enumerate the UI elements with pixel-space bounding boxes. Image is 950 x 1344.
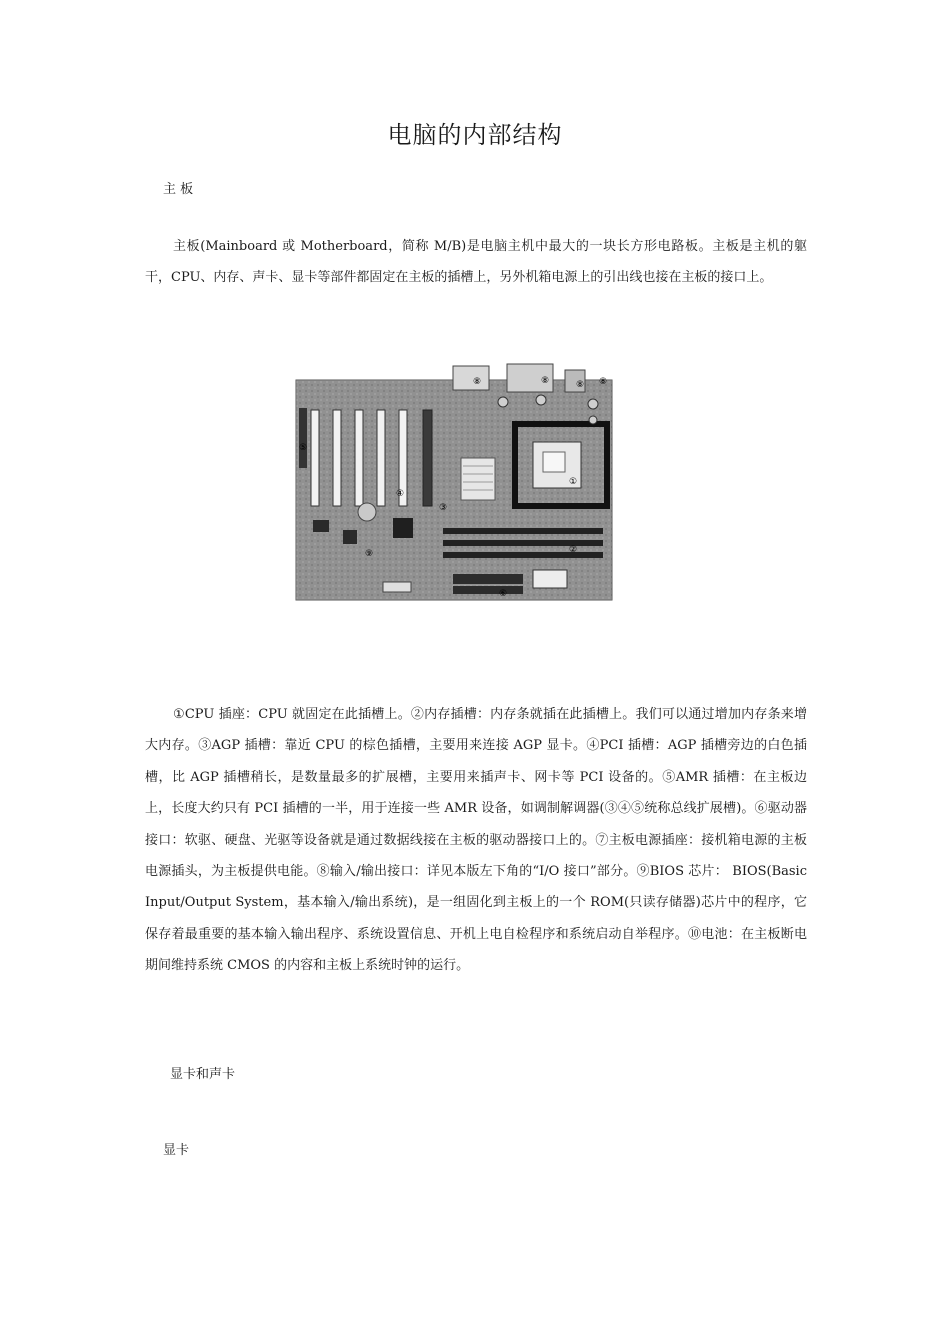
intro-paragraph: 主板(Mainboard 或 Motherboard，简称 M/B)是电脑主机中最大的一块长方形电路板。主板是主机的躯干，CPU、内存、声卡、显卡等部件都固定在主板的插槽上，另外机箱电源上的引出线也接在主板的接口上。 [145, 239, 807, 286]
page-title: 电脑的内部结构 [387, 121, 563, 149]
marker-8b: ⑧ [541, 376, 550, 386]
section-heading-graphics: 显卡 [163, 1143, 190, 1158]
marker-8a: ⑧ [473, 377, 482, 387]
marker-8d: ⑧ [599, 377, 608, 387]
section-heading-cards: 显卡和声卡 [170, 1067, 236, 1082]
marker-8c: ⑧ [576, 380, 585, 390]
marker-6: ⑥ [499, 589, 508, 599]
marker-9: ⑨ [365, 549, 374, 559]
motherboard-photo [293, 360, 613, 602]
marker-2: ② [569, 545, 578, 555]
marker-4: ④ [396, 489, 405, 499]
marker-1: ① [569, 477, 578, 487]
components-paragraph: ①CPU 插座：CPU 就固定在此插槽上。②内存插槽：内存条就插在此插槽上。我们可以通过增加内存条来增大内存。③AGP 插槽：靠近 CPU 的棕色插槽，主要用来连接 AGP 显卡。④PCI 插槽：AGP 插槽旁边的白色插槽，比 AGP 插槽稍长，是数量最多的扩展槽，主要用来插声卡、网卡等 PCI 设备的。⑤AMR 插槽：在主板边上，长度大约只有 PCI 插槽的一半，用于连接一些 AMR 设备，如调制解调器(③④⑤统称总线扩展槽)。⑥驱动器接口：软驱、硬盘、光驱等设备就是通过数据线接在主板的驱动器接口上的。⑦主板电源插座：接机箱电源的主板电源插头，为主板提供电能。⑧输入/输出接口：详见本版左下角的“I/O 接口”部分。⑨BIOS 芯片： BIOS(Basic Input/Output System，基本输入/输出系统)，是一组固化到主板上的一个 ROM(只读存储器)芯片中的程序，它保存着最重要的基本输入输出程序、系统设置信息、开机上电自检程序和系统启动自举程序。⑩电池：在主板断电期间维持系统 CMOS 的内容和主板上系统时钟的运行。 [145, 707, 807, 974]
marker-5: ⑤ [299, 443, 308, 453]
section-heading-mainboard: 主 板 [163, 182, 194, 197]
marker-3: ③ [439, 503, 448, 513]
